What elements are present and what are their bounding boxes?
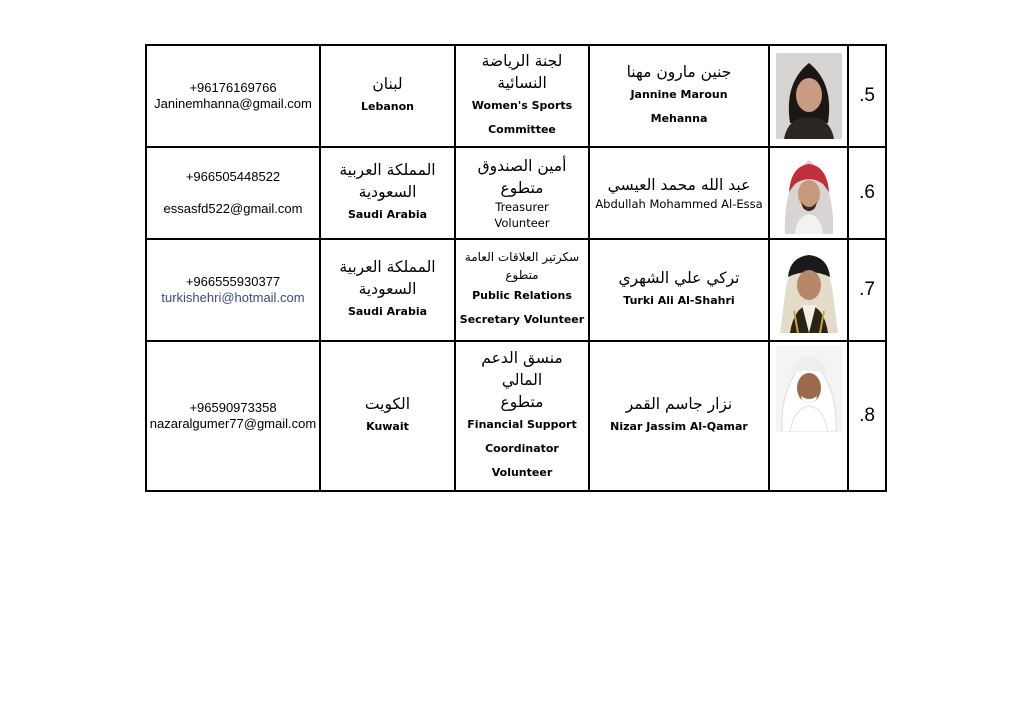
role-cell — [455, 239, 589, 341]
country-arabic: المملكة العربية — [339, 161, 436, 179]
members-table — [145, 44, 887, 492]
row-number: .7 — [859, 279, 875, 300]
role-english: Coordinator — [485, 442, 559, 455]
name-english: Abdullah Mohammed Al-Essa — [595, 197, 763, 211]
row-number: .5 — [859, 85, 875, 106]
phone-number: +966505448522 — [185, 169, 281, 184]
country-cell — [320, 147, 455, 239]
role-arabic: سكرتير العلاقات العامة — [464, 250, 580, 264]
photo-cell — [769, 239, 848, 341]
member-photo — [776, 346, 842, 432]
name-cell — [589, 341, 769, 491]
role-cell — [455, 147, 589, 239]
role-english: Secretary Volunteer — [459, 313, 585, 326]
role-arabic: المالي — [501, 371, 543, 389]
role-english: Public Relations — [472, 289, 572, 302]
country-cell — [320, 341, 455, 491]
country-arabic: المملكة العربية — [339, 258, 436, 276]
email-address[interactable]: Janinemhanna@gmail.com — [154, 96, 312, 111]
number-cell — [848, 341, 886, 491]
role-english: Financial Support — [467, 418, 577, 431]
photo-cell — [769, 341, 848, 491]
row-number: .8 — [859, 405, 875, 426]
role-arabic: متطوع — [505, 268, 539, 282]
name-english: Turki Ali Al-Shahri — [623, 294, 735, 307]
country-cell — [320, 239, 455, 341]
contact-cell — [146, 239, 320, 341]
photo-cell — [769, 45, 848, 147]
name-arabic: جنين مارون مهنا — [626, 63, 732, 81]
role-cell — [455, 45, 589, 147]
country-arabic: لبنان — [372, 75, 403, 93]
country-arabic: السعودية — [358, 183, 417, 201]
role-arabic: متطوع — [500, 179, 544, 197]
table-row — [146, 147, 886, 239]
name-arabic: نزار جاسم القمر — [625, 395, 733, 413]
phone-number: +96176169766 — [189, 80, 277, 95]
name-arabic: تركي علي الشهري — [618, 269, 740, 287]
member-photo — [779, 152, 839, 234]
role-english: Volunteer — [494, 216, 550, 230]
role-arabic: لجنة الرياضة — [481, 52, 563, 70]
number-cell — [848, 147, 886, 239]
name-arabic: عبد الله محمد العيسي — [607, 176, 751, 194]
name-cell — [589, 239, 769, 341]
name-english: Nizar Jassim Al-Qamar — [610, 420, 748, 433]
role-english: Treasurer — [495, 200, 549, 214]
country-english: Saudi Arabia — [347, 305, 428, 318]
number-cell — [848, 45, 886, 147]
phone-number: +966555930377 — [185, 274, 281, 289]
role-arabic: أمين الصندوق — [477, 157, 567, 175]
email-address[interactable]: essasfd522@gmail.com — [163, 201, 303, 216]
table-row — [146, 239, 886, 341]
email-address[interactable]: turkishehri@hotmail.com — [161, 290, 305, 305]
contact-cell — [146, 147, 320, 239]
role-english: Women's Sports — [471, 99, 573, 112]
name-english: Mehanna — [650, 112, 708, 125]
row-number: .6 — [859, 182, 875, 203]
role-english: Committee — [488, 123, 556, 136]
table-row — [146, 341, 886, 491]
role-arabic: متطوع — [500, 393, 544, 411]
contact-cell — [146, 341, 320, 491]
role-arabic: النسائية — [497, 74, 547, 92]
photo-cell — [769, 147, 848, 239]
country-cell — [320, 45, 455, 147]
contact-cell — [146, 45, 320, 147]
name-english: Jannine Maroun — [630, 88, 728, 101]
role-cell — [455, 341, 589, 491]
member-photo — [776, 53, 842, 139]
country-arabic: الكويت — [364, 395, 411, 413]
phone-number: +96590973358 — [189, 400, 277, 415]
country-english: Saudi Arabia — [347, 208, 428, 221]
name-cell — [589, 147, 769, 239]
role-arabic: منسق الدعم — [481, 349, 563, 367]
country-english: Kuwait — [366, 420, 409, 433]
member-photo — [776, 247, 842, 333]
email-address[interactable]: nazaralgumer77@gmail.com — [149, 416, 317, 431]
role-english: Volunteer — [491, 466, 553, 479]
number-cell — [848, 239, 886, 341]
table-row — [146, 45, 886, 147]
country-arabic: السعودية — [358, 280, 417, 298]
name-cell — [589, 45, 769, 147]
country-english: Lebanon — [361, 100, 414, 113]
